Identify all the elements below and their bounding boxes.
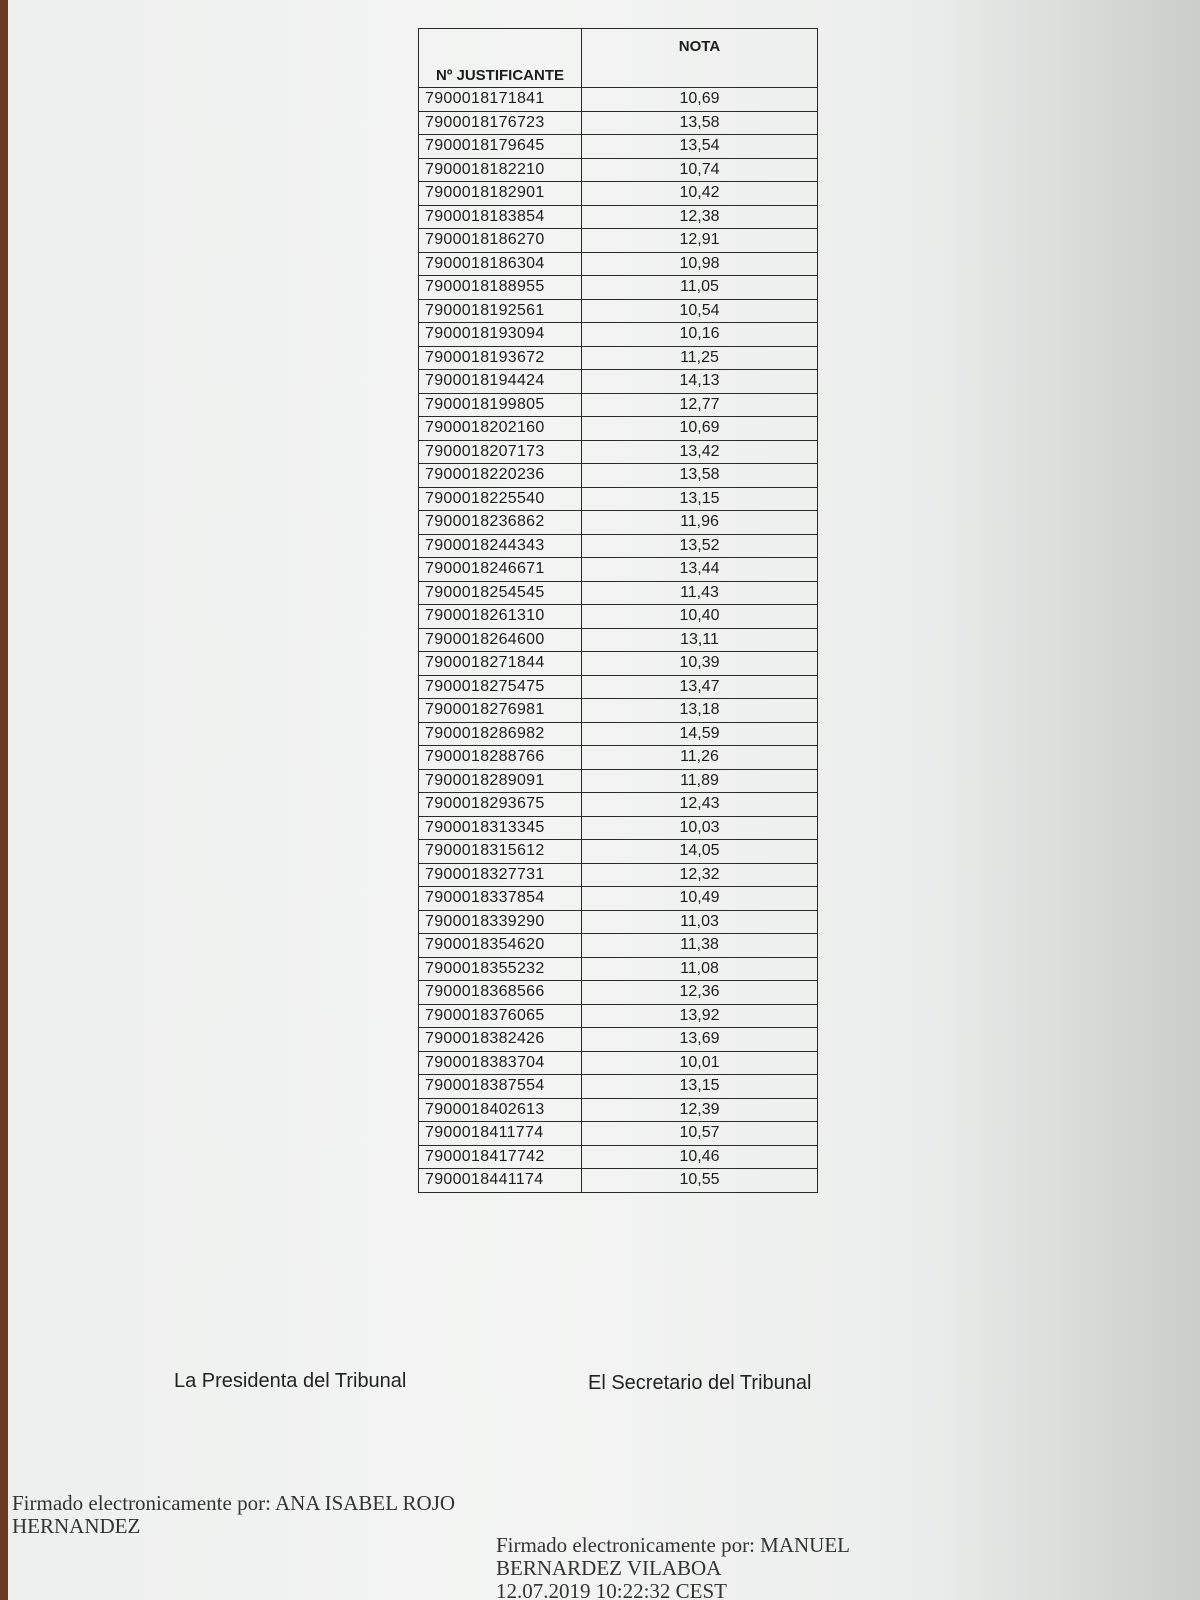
nota-cell: 10,16 (582, 323, 818, 347)
justificante-cell: 7900018275475 (419, 675, 582, 699)
nota-cell: 13,52 (582, 534, 818, 558)
nota-cell: 13,15 (582, 487, 818, 511)
table-row (419, 511, 818, 535)
nota-cell: 11,08 (582, 957, 818, 981)
nota-cell: 12,36 (582, 981, 818, 1005)
justificante-cell: 7900018254545 (419, 581, 582, 605)
justificante-cell: 7900018220236 (419, 464, 582, 488)
secretary-signature (496, 1534, 850, 1600)
table-row (419, 323, 818, 347)
justificante-cell: 7900018355232 (419, 957, 582, 981)
justificante-cell: 7900018441174 (419, 1169, 582, 1193)
table-row (419, 1122, 818, 1146)
justificante-cell: 7900018183854 (419, 205, 582, 229)
table-row (419, 229, 818, 253)
header-justificante: Nº JUSTIFICANTE (419, 29, 582, 88)
justificante-cell: 7900018194424 (419, 370, 582, 394)
nota-cell: 13,47 (582, 675, 818, 699)
justificante-cell: 7900018236862 (419, 511, 582, 535)
justificante-cell: 7900018182901 (419, 182, 582, 206)
justificante-cell: 7900018176723 (419, 111, 582, 135)
nota-cell: 12,32 (582, 863, 818, 887)
table-row (419, 1145, 818, 1169)
nota-cell: 10,01 (582, 1051, 818, 1075)
table-row (419, 675, 818, 699)
nota-cell: 10,49 (582, 887, 818, 911)
table-row (419, 699, 818, 723)
justificante-cell: 7900018289091 (419, 769, 582, 793)
table-row (419, 957, 818, 981)
justificante-cell: 7900018382426 (419, 1028, 582, 1052)
table-row (419, 605, 818, 629)
document-page (8, 0, 1200, 1600)
table-row (419, 1028, 818, 1052)
table-row (419, 252, 818, 276)
justificante-cell: 7900018186304 (419, 252, 582, 276)
justificante-cell: 7900018411774 (419, 1122, 582, 1146)
table-row (419, 205, 818, 229)
nota-cell: 11,38 (582, 934, 818, 958)
nota-cell: 13,69 (582, 1028, 818, 1052)
table-row (419, 111, 818, 135)
justificante-cell: 7900018339290 (419, 910, 582, 934)
nota-cell: 11,05 (582, 276, 818, 300)
table-row (419, 722, 818, 746)
nota-cell: 12,77 (582, 393, 818, 417)
justificante-cell: 7900018182210 (419, 158, 582, 182)
table-row (419, 840, 818, 864)
table-row (419, 746, 818, 770)
nota-cell: 10,42 (582, 182, 818, 206)
justificante-cell: 7900018246671 (419, 558, 582, 582)
table-row (419, 981, 818, 1005)
justificante-cell: 7900018188955 (419, 276, 582, 300)
secretary-signature-line: Firmado electronicamente por: MANUEL (496, 1533, 850, 1557)
table-row (419, 910, 818, 934)
grades-table (418, 28, 818, 1193)
table-row (419, 1075, 818, 1099)
table-row (419, 1051, 818, 1075)
nota-cell: 13,92 (582, 1004, 818, 1028)
table-row (419, 464, 818, 488)
table-row (419, 346, 818, 370)
justificante-cell: 7900018313345 (419, 816, 582, 840)
table-row (419, 934, 818, 958)
justificante-cell: 7900018271844 (419, 652, 582, 676)
nota-cell: 13,15 (582, 1075, 818, 1099)
justificante-cell: 7900018293675 (419, 793, 582, 817)
justificante-cell: 7900018179645 (419, 135, 582, 159)
justificante-cell: 7900018186270 (419, 229, 582, 253)
justificante-cell: 7900018225540 (419, 487, 582, 511)
table-row (419, 534, 818, 558)
nota-cell: 10,03 (582, 816, 818, 840)
nota-cell: 14,59 (582, 722, 818, 746)
justificante-cell: 7900018244343 (419, 534, 582, 558)
table-row (419, 370, 818, 394)
justificante-cell: 7900018387554 (419, 1075, 582, 1099)
nota-cell: 10,40 (582, 605, 818, 629)
table-header-row (419, 29, 818, 88)
justificante-cell: 7900018288766 (419, 746, 582, 770)
nota-cell: 11,43 (582, 581, 818, 605)
secretary-signature-date: 12.07.2019 10:22:32 CEST (496, 1579, 728, 1600)
table-row (419, 1098, 818, 1122)
table-row (419, 558, 818, 582)
justificante-cell: 7900018337854 (419, 887, 582, 911)
table-row (419, 299, 818, 323)
table-row (419, 182, 818, 206)
nota-cell: 13,54 (582, 135, 818, 159)
table-row (419, 769, 818, 793)
header-nota: NOTA (582, 29, 818, 88)
nota-cell: 10,46 (582, 1145, 818, 1169)
nota-cell: 10,57 (582, 1122, 818, 1146)
nota-cell: 11,89 (582, 769, 818, 793)
nota-cell: 11,26 (582, 746, 818, 770)
nota-cell: 14,13 (582, 370, 818, 394)
justificante-cell: 7900018376065 (419, 1004, 582, 1028)
nota-cell: 11,25 (582, 346, 818, 370)
justificante-cell: 7900018202160 (419, 417, 582, 441)
justificante-cell: 7900018192561 (419, 299, 582, 323)
nota-cell: 11,96 (582, 511, 818, 535)
justificante-cell: 7900018193672 (419, 346, 582, 370)
nota-cell: 10,69 (582, 417, 818, 441)
table-row (419, 581, 818, 605)
justificante-cell: 7900018354620 (419, 934, 582, 958)
table-row (419, 276, 818, 300)
nota-cell: 13,11 (582, 628, 818, 652)
table-row (419, 135, 818, 159)
table-row (419, 393, 818, 417)
nota-cell: 12,38 (582, 205, 818, 229)
justificante-cell: 7900018264600 (419, 628, 582, 652)
nota-cell: 13,42 (582, 440, 818, 464)
table-row (419, 158, 818, 182)
president-signature (12, 1492, 455, 1538)
justificante-cell: 7900018327731 (419, 863, 582, 887)
nota-cell: 10,55 (582, 1169, 818, 1193)
table-row (419, 816, 818, 840)
secretary-label: El Secretario del Tribunal (588, 1372, 812, 1394)
justificante-cell: 7900018207173 (419, 440, 582, 464)
justificante-cell: 7900018276981 (419, 699, 582, 723)
president-signature-name: HERNANDEZ (12, 1514, 141, 1539)
nota-cell: 10,39 (582, 652, 818, 676)
table-row (419, 887, 818, 911)
president-label: La Presidenta del Tribunal (174, 1370, 407, 1392)
nota-cell: 12,39 (582, 1098, 818, 1122)
table-row (419, 88, 818, 112)
table-row (419, 628, 818, 652)
nota-cell: 10,98 (582, 252, 818, 276)
nota-cell: 13,18 (582, 699, 818, 723)
table-row (419, 487, 818, 511)
nota-cell: 13,58 (582, 464, 818, 488)
nota-cell: 10,74 (582, 158, 818, 182)
justificante-cell: 7900018199805 (419, 393, 582, 417)
secretary-signature-name: BERNARDEZ VILABOA (496, 1556, 722, 1581)
table-row (419, 417, 818, 441)
table-body (419, 88, 818, 1193)
justificante-cell: 7900018368566 (419, 981, 582, 1005)
table-row (419, 1004, 818, 1028)
justificante-cell: 7900018315612 (419, 840, 582, 864)
nota-cell: 12,43 (582, 793, 818, 817)
table-row (419, 652, 818, 676)
justificante-cell: 7900018286982 (419, 722, 582, 746)
justificante-cell: 7900018261310 (419, 605, 582, 629)
president-signature-line: Firmado electronicamente por: ANA ISABEL ROJO (12, 1491, 456, 1515)
table-row (419, 863, 818, 887)
nota-cell: 13,58 (582, 111, 818, 135)
justificante-cell: 7900018402613 (419, 1098, 582, 1122)
nota-cell: 12,91 (582, 229, 818, 253)
nota-cell: 14,05 (582, 840, 818, 864)
justificante-cell: 7900018383704 (419, 1051, 582, 1075)
justificante-cell: 7900018417742 (419, 1145, 582, 1169)
nota-cell: 10,69 (582, 88, 818, 112)
justificante-cell: 7900018171841 (419, 88, 582, 112)
justificante-cell: 7900018193094 (419, 323, 582, 347)
table-row (419, 1169, 818, 1193)
page-shadow (940, 0, 1200, 1600)
nota-cell: 13,44 (582, 558, 818, 582)
nota-cell: 10,54 (582, 299, 818, 323)
nota-cell: 11,03 (582, 910, 818, 934)
table-row (419, 440, 818, 464)
table-row (419, 793, 818, 817)
